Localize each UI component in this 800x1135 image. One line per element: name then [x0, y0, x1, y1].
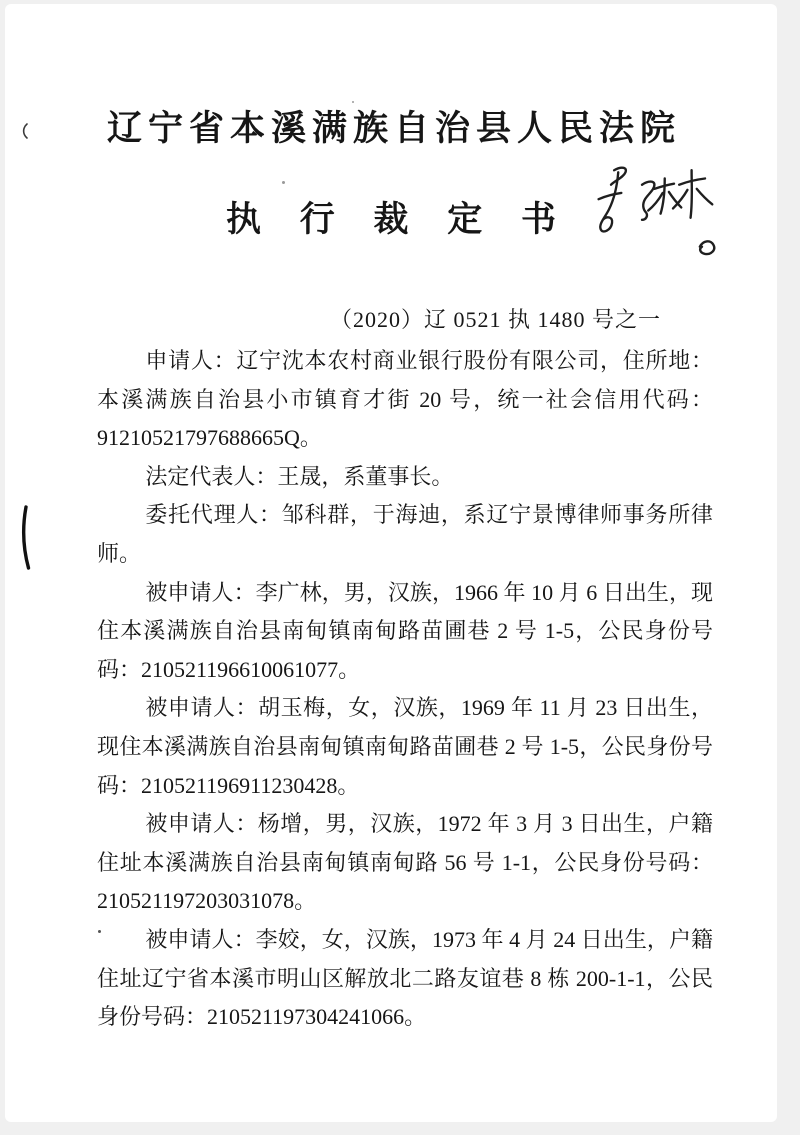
paragraph-entrusted-agents: 委托代理人：邹科群，于海迪，系辽宁景博律师事务所律师。	[97, 502, 713, 566]
document-page	[5, 4, 777, 1122]
scan-speck	[352, 101, 354, 103]
document-title: 执 行 裁 定 书	[225, 200, 571, 239]
scan-speck	[98, 930, 101, 933]
paragraph-respondent-2: 被申请人：胡玉梅，女，汉族，1969 年 11 月 23 日出生，现住本溪满族自治县南甸镇南甸路苗圃巷 2 号 1-5，公民身份号码：210521196911230428。	[97, 695, 713, 798]
case-number: （2020）辽 0521 执 1480 号之一	[329, 307, 661, 332]
paragraph-legal-representative: 法定代表人：王晟，系董事长。	[145, 463, 454, 489]
paragraph-respondent-4: 被申请人：李姣，女，汉族，1973 年 4 月 24 日出生，户籍住址辽宁省本溪市明山区解放北二路友谊巷 8 栋 200-1-1，公民身份号码：210521197304241066。	[97, 926, 713, 1030]
paragraph-respondent-3: 被申请人：杨增，男，汉族，1972 年 3 月 3 日出生，户籍住址本溪满族自治县南甸镇南甸路 56 号 1-1，公民身份号码：210521197203031078。	[97, 811, 713, 914]
court-name: 辽宁省本溪满族自治县人民法院	[106, 109, 681, 148]
scan-mark-pen-stroke	[19, 504, 33, 574]
paragraph-applicant: 申请人：辽宁沈本农村商业银行股份有限公司，住所地：本溪满族自治县小市镇育才街 20 号，统一社会信用代码：91210521797688665Q。	[97, 348, 713, 451]
scan-speck	[282, 181, 285, 184]
paragraph-respondent-1: 被申请人：李广林，男，汉族，1966 年 10 月 6 日出生，现住本溪满族自治县南甸镇南甸路苗圃巷 2 号 1-5，公民身份号码：210521196610061077。	[97, 579, 713, 682]
document-body	[97, 342, 713, 1037]
